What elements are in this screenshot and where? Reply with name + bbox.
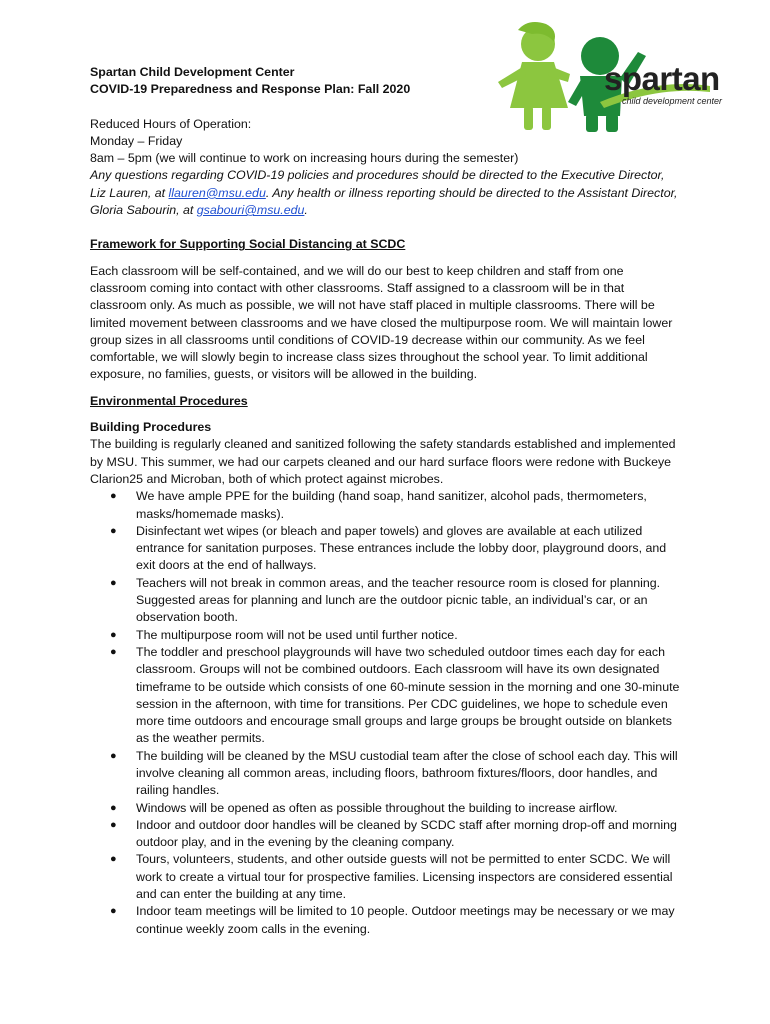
framework-heading: Framework for Supporting Social Distancing at SCDC [90,237,406,252]
document-title: Spartan Child Development Center [90,65,295,79]
document-body [90,64,680,938]
bullet-icon: ● [110,801,117,814]
hours-days: Monday – Friday [90,133,183,148]
list-item [90,851,680,903]
bullet-icon: ● [110,628,117,641]
list-item [90,800,680,817]
bullet-icon: ● [110,645,117,658]
list-item [90,523,680,575]
list-item [90,644,680,748]
contact-paragraph [90,167,680,219]
list-item-text: Disinfectant wet wipes (or bleach and paper towels) and gloves are available at each utilized entrance for sanitation purposes. These entrances include the lobby door, playground doors, and exit doors at the end of hallways. [136,523,667,573]
list-item [90,817,680,852]
assistant-director-email-link[interactable]: gsabouri@msu.edu [196,203,305,218]
hours-label: Reduced Hours of Operation: [90,116,252,131]
list-item-text: Windows will be opened as often as possible throughout the building to increase airflow. [136,800,618,815]
bullet-icon: ● [110,490,117,503]
hours-times: 8am – 5pm (we will continue to work on increasing hours during the semester) [90,151,519,166]
list-item-text: We have ample PPE for the building (hand soap, hand sanitizer, alcohol pads, thermometers, masks/homemade masks). [136,489,647,521]
building-bullet-list [90,488,680,938]
logo-subtitle: child development center [622,96,723,106]
list-item [90,903,680,938]
list-item-text: Indoor team meetings will be limited to 10 people. Outdoor meetings may be necessary or we may continue weekly zoom calls in the evening. [136,904,675,936]
building-heading: Building Procedures [90,420,212,435]
document-subtitle: COVID-19 Preparedness and Response Plan: Fall 2020 [90,82,411,97]
list-item-text: The toddler and preschool playgrounds will have two scheduled outdoor times each day for each classroom. Groups will not be combined outdoors. Each classroom will have its own designated timeframe to be outside which consists of one 60-minute session in the morning and one 30-minute session in the afternoon, with time for transitions. Per CDC guidelines, we hope to schedule even more time outdoors and encourage small groups and large groups be brought outside on blankets as the weather permits. [136,644,680,746]
list-item-text: Teachers will not break in common areas, and the teacher resource room is closed for planning. Suggested areas for planning and lunch are the outdoor picnic table, an individual’s car, or an observation booth. [136,575,661,625]
list-item [90,575,680,627]
director-email-link[interactable]: llauren@msu.edu [168,185,266,200]
contact-text-3: . [304,203,308,218]
contact-text-2: . Any health or illness reporting should be directed to the Assistant Director, Gloria Sabourin, at [90,185,678,218]
list-item [90,627,680,644]
building-paragraph: The building is regularly cleaned and sanitized following the safety standards established and implemented by MSU. This summer, we had our carpets cleaned and our hard surface floors were redone with Buckeye Clarion25 and Microban, both of which protect against microbes. [90,437,676,486]
contact-text-1: Any questions regarding COVID-19 policies and procedures should be directed to the Executive Director, Liz Lauren, at [90,168,665,200]
list-item-text: Tours, volunteers, students, and other outside guests will not be permitted to enter SCDC. We will work to create a virtual tour for prospective families. Licensing inspectors are considered essential and can enter the building at any time. [136,852,673,902]
list-item [90,488,680,523]
list-item-text: Indoor and outdoor door handles will be cleaned by SCDC staff after morning drop-off and morning outdoor play, and in the evening by the cleaning company. [136,817,677,850]
logo-wordmark: spartan [604,60,720,97]
bullet-icon: ● [110,576,117,589]
bullet-icon: ● [110,749,117,762]
framework-paragraph: Each classroom will be self-contained, and we will do our best to keep children and staff from one classroom coming into contact with other classrooms. Staff assigned to a classroom will be in that classroom only. As much as possible, we will not have staff placed in multiple classrooms. There will be limited movement between classrooms and we have closed the multipurpose room. We will maintain lower group sizes in all classrooms until conditions of COVID-19 decrease within our community. As we feel comfortable, we will slowly begin to increase class sizes throughout the school year. To limit additional exposure, no families, guests, or visitors will be allowed in the building. [90,263,673,382]
list-item-text: The multipurpose room will not be used until further notice. [136,627,458,642]
bullet-icon: ● [110,524,117,537]
list-item [90,748,680,800]
environmental-heading: Environmental Procedures [90,393,248,408]
bullet-icon: ● [110,853,117,866]
list-item-text: The building will be cleaned by the MSU custodial team after the close of school each day. This will involve cleaning all common areas, including floors, bathroom fixtures/floors, door handles, and railing handles. [136,748,678,798]
bullet-icon: ● [110,818,117,831]
bullet-icon: ● [110,905,117,918]
